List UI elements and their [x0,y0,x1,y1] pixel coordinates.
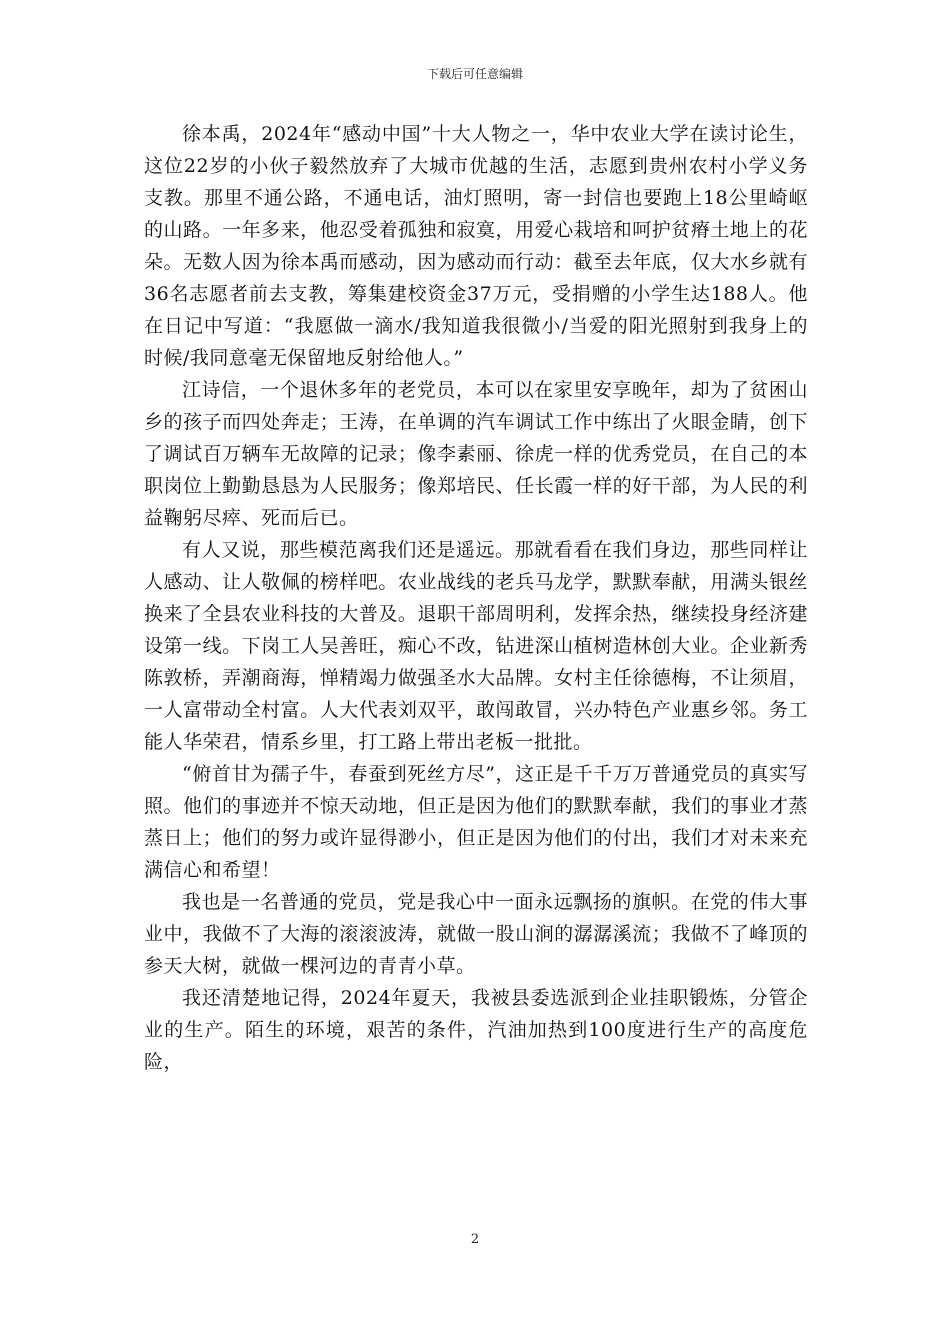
page-header: 下载后可任意编辑 [426,67,523,81]
paragraph-ordinary-members: “俯首甘为孺子牛，春蚕到死丝方尽”，这正是千千万万普通党员的真实写照。他们的事迹并不惊天动地，但正是因为他们的默默奉献，我们的事业才蒸蒸日上；他们的努力或许显得渺小，但正是因为他们的付出，我们才对未来充满信心和希望！ [144,763,808,881]
paragraph-memory-2024: 我还清楚地记得，2024年夏天，我被县委选派到企业挂职锻炼，分管企业的生产。陌生的环境，艰苦的条件，汽油加热到100度进行生产的高度危险， [144,987,808,1073]
paragraph-xu-benyu: 徐本禹，2024年“感动中国”十大人物之一，华中农业大学在读讨论生，这位22岁的小伙子毅然放弃了大城市优越的生活，志愿到贵州农村小学义务支教。那里不通公路，不通电话，油灯照明，寄一封信也要跑上18公里崎岖的山路。一年多来，他忍受着孤独和寂寞，用爱心栽培和呵护贫瘠土地上的花朵。无数人因为徐本禹而感动，因为感动而行动：截至去年底，仅大水乡就有36名志愿者前去支教，筹集建校资金37万元，受捐赠的小学生达188人。他在日记中写道：“我愿做一滴水/我知道我很微小/当爱的阳光照射到我身上的时候/我同意毫无保留地反射给他人。” [144,123,808,369]
body-text [144,118,808,1078]
paragraph-local-models: 有人又说，那些模范离我们还是遥远。那就看看在我们身边，那些同样让人感动、让人敬佩的榜样吧。农业战线的老兵马龙学，默默奉献，用满头银丝换来了全县农业科技的大普及。退职干部周明利，发挥余热，继续投身经济建设第一线。下岗工人吴善旺，痴心不改，钻进深山植树造林创大业。企业新秀陈敦桥，弄潮商海，惮精竭力做强圣水大品牌。女村主任徐德梅，不让须眉，一人富带动全村富。人大代表刘双平，敢闯敢冒，兴办特色产业惠乡邻。务工能人华荣君，情系乡里，打工路上带出老板一批批。 [144,539,808,753]
paragraph-jiang-shixin: 江诗信，一个退休多年的老党员，本可以在家里安享晚年，却为了贫困山乡的孩子而四处奔走；王涛，在单调的汽车调试工作中练出了火眼金睛，创下了调试百万辆车无故障的记录；像李素丽、徐虎一样的优秀党员，在自己的本职岗位上勤勤恳恳为人民服务；像郑培民、任长霞一样的好干部，为人民的利益鞠躬尽瘁、死而后已。 [144,379,808,529]
page-number: 2 [470,1232,480,1247]
paragraph-personal-pledge: 我也是一名普通的党员，党是我心中一面永远飘扬的旗帜。在党的伟大事业中，我做不了大海的滚滚波涛，就做一股山涧的潺潺溪流；我做不了峰顶的参天大树，就做一棵河边的青青小草。 [144,891,808,977]
